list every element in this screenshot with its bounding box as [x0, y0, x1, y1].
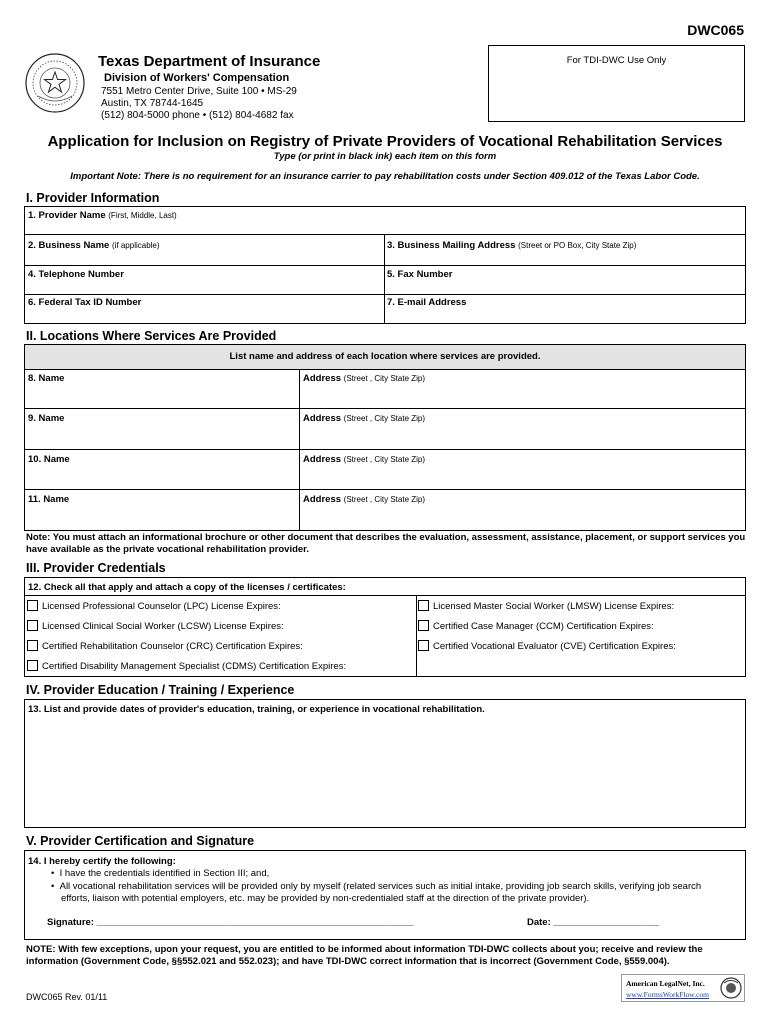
credential-cdms[interactable]: Certified Disability Management Specialist (CDMS) Certification Expires:: [27, 660, 346, 672]
section3-title: III. Provider Credentials: [26, 561, 166, 575]
section4-title: IV. Provider Education / Training / Experience: [26, 683, 295, 697]
section2-title: II. Locations Where Services Are Provided: [26, 329, 277, 343]
certify-bullet-2: • All vocational rehabilitation services will be provided only by myself (related services such as initial intake, providing job search skills, verifying job search efforts, liaison with potential employers, etc. may be provided by non-credentialed staff at the direction of the private provider).: [51, 881, 702, 904]
provider-info-box: [24, 206, 746, 324]
section1-title: I. Provider Information: [26, 191, 160, 205]
checkbox-cve[interactable]: [418, 640, 429, 651]
form-subtitle: Type (or print in black ink) each item on this form: [273, 151, 497, 162]
credential-ccm[interactable]: Certified Case Manager (CCM) Certification Expires:: [418, 620, 654, 632]
locations-header: List name and address of each location where services are provided.: [25, 345, 745, 370]
checkbox-ccm[interactable]: [418, 620, 429, 631]
checkbox-cdms[interactable]: [27, 660, 38, 671]
date-line[interactable]: Date: ____________________: [527, 917, 660, 928]
form-id: DWC065: [687, 22, 744, 38]
location-address-11[interactable]: Address (Street , City State Zip): [303, 494, 426, 505]
certification-box: [24, 850, 746, 940]
checkbox-lpc[interactable]: [27, 600, 38, 611]
certify-bullet-1: • I have the credentials identified in Section III; and,: [51, 868, 270, 879]
credential-cve[interactable]: Certified Vocational Evaluator (CVE) Certification Expires:: [418, 640, 676, 652]
provider-name-field[interactable]: 1. Provider Name (First, Middle, Last): [28, 210, 177, 221]
business-name-field[interactable]: 2. Business Name (if applicable): [28, 240, 160, 251]
publisher-name: American LegalNet, Inc.: [626, 979, 705, 988]
tax-id-field[interactable]: 6. Federal Tax ID Number: [28, 297, 142, 308]
office-use-label: For TDI-DWC Use Only: [566, 55, 667, 66]
agency-address2: Austin, TX 78744-1645: [101, 98, 204, 109]
checkbox-crc[interactable]: [27, 640, 38, 651]
education-box[interactable]: [24, 699, 746, 828]
fax-field[interactable]: 5. Fax Number: [387, 269, 453, 280]
office-use-box: [488, 45, 745, 122]
agency-division: Division of Workers' Compensation: [104, 72, 290, 84]
form-title: Application for Inclusion on Registry of Private Providers of Vocational Rehabilitation Services: [47, 133, 723, 150]
location-address-10[interactable]: Address (Street , City State Zip): [303, 454, 426, 465]
important-note: Important Note: There is no requirement for an insurance carrier to pay rehabilitation costs under Section 409.012 of the Texas Labor Code.: [70, 171, 700, 182]
state-seal-icon: [24, 52, 86, 114]
location-name-9[interactable]: 9. Name: [28, 413, 65, 424]
locations-note: Note: You must attach an informational brochure or other document that describes the evaluation, assessment, assistance, placement, or support services you have available as the private vocational rehabilitation provider.: [26, 532, 746, 555]
publisher-link[interactable]: www.FormsWorkFlow.com: [626, 990, 710, 999]
location-name-10[interactable]: 10. Name: [28, 454, 70, 465]
agency-address1: 7551 Metro Center Drive, Suite 100 • MS-29: [101, 86, 297, 97]
credential-lmsw[interactable]: Licensed Master Social Worker (LMSW) License Expires:: [418, 600, 674, 612]
mailing-address-field[interactable]: 3. Business Mailing Address (Street or PO Box, City State Zip): [387, 240, 637, 251]
agency-phone: (512) 804-5000 phone • (512) 804-4682 fax: [101, 110, 294, 121]
location-name-11[interactable]: 11. Name: [28, 494, 70, 505]
credential-crc[interactable]: Certified Rehabilitation Counselor (CRC) Certification Expires:: [27, 640, 303, 652]
credential-lpc[interactable]: Licensed Professional Counselor (LPC) License Expires:: [27, 600, 281, 612]
locations-box: [24, 344, 746, 531]
form-revision: DWC065 Rev. 01/11: [26, 992, 108, 1002]
privacy-note: NOTE: With few exceptions, upon your request, you are entitled to be informed about information TDI-DWC collects about you; receive and review the information (Government Code, §§552.021 and 552.023); and have TDI-DWC correct information that is incorrect (Government Code, §559.004).: [26, 944, 703, 967]
education-instructions: 13. List and provide dates of provider's education, training, or experience in vocational rehabilitation.: [28, 704, 485, 715]
credentials-instructions: 12. Check all that apply and attach a copy of the licenses / certificates:: [28, 582, 346, 593]
signature-line[interactable]: Signature: ____________________________________________________________: [47, 917, 414, 928]
checkbox-lmsw[interactable]: [418, 600, 429, 611]
credential-lcsw[interactable]: Licensed Clinical Social Worker (LCSW) License Expires:: [27, 620, 284, 632]
email-field[interactable]: 7. E-mail Address: [387, 297, 467, 308]
section5-title: V. Provider Certification and Signature: [26, 834, 255, 848]
location-address-9[interactable]: Address (Street , City State Zip): [303, 413, 426, 424]
location-address-8[interactable]: Address (Street , City State Zip): [303, 373, 426, 384]
credentials-box: [24, 577, 746, 677]
agency-name: Texas Department of Insurance: [98, 53, 321, 70]
checkbox-lcsw[interactable]: [27, 620, 38, 631]
telephone-field[interactable]: 4. Telephone Number: [28, 269, 124, 280]
location-name-8[interactable]: 8. Name: [28, 373, 65, 384]
publisher-stamp: [621, 974, 745, 1002]
publisher-logo-icon: [720, 977, 742, 999]
certification-instructions: 14. I hereby certify the following:: [28, 856, 176, 867]
